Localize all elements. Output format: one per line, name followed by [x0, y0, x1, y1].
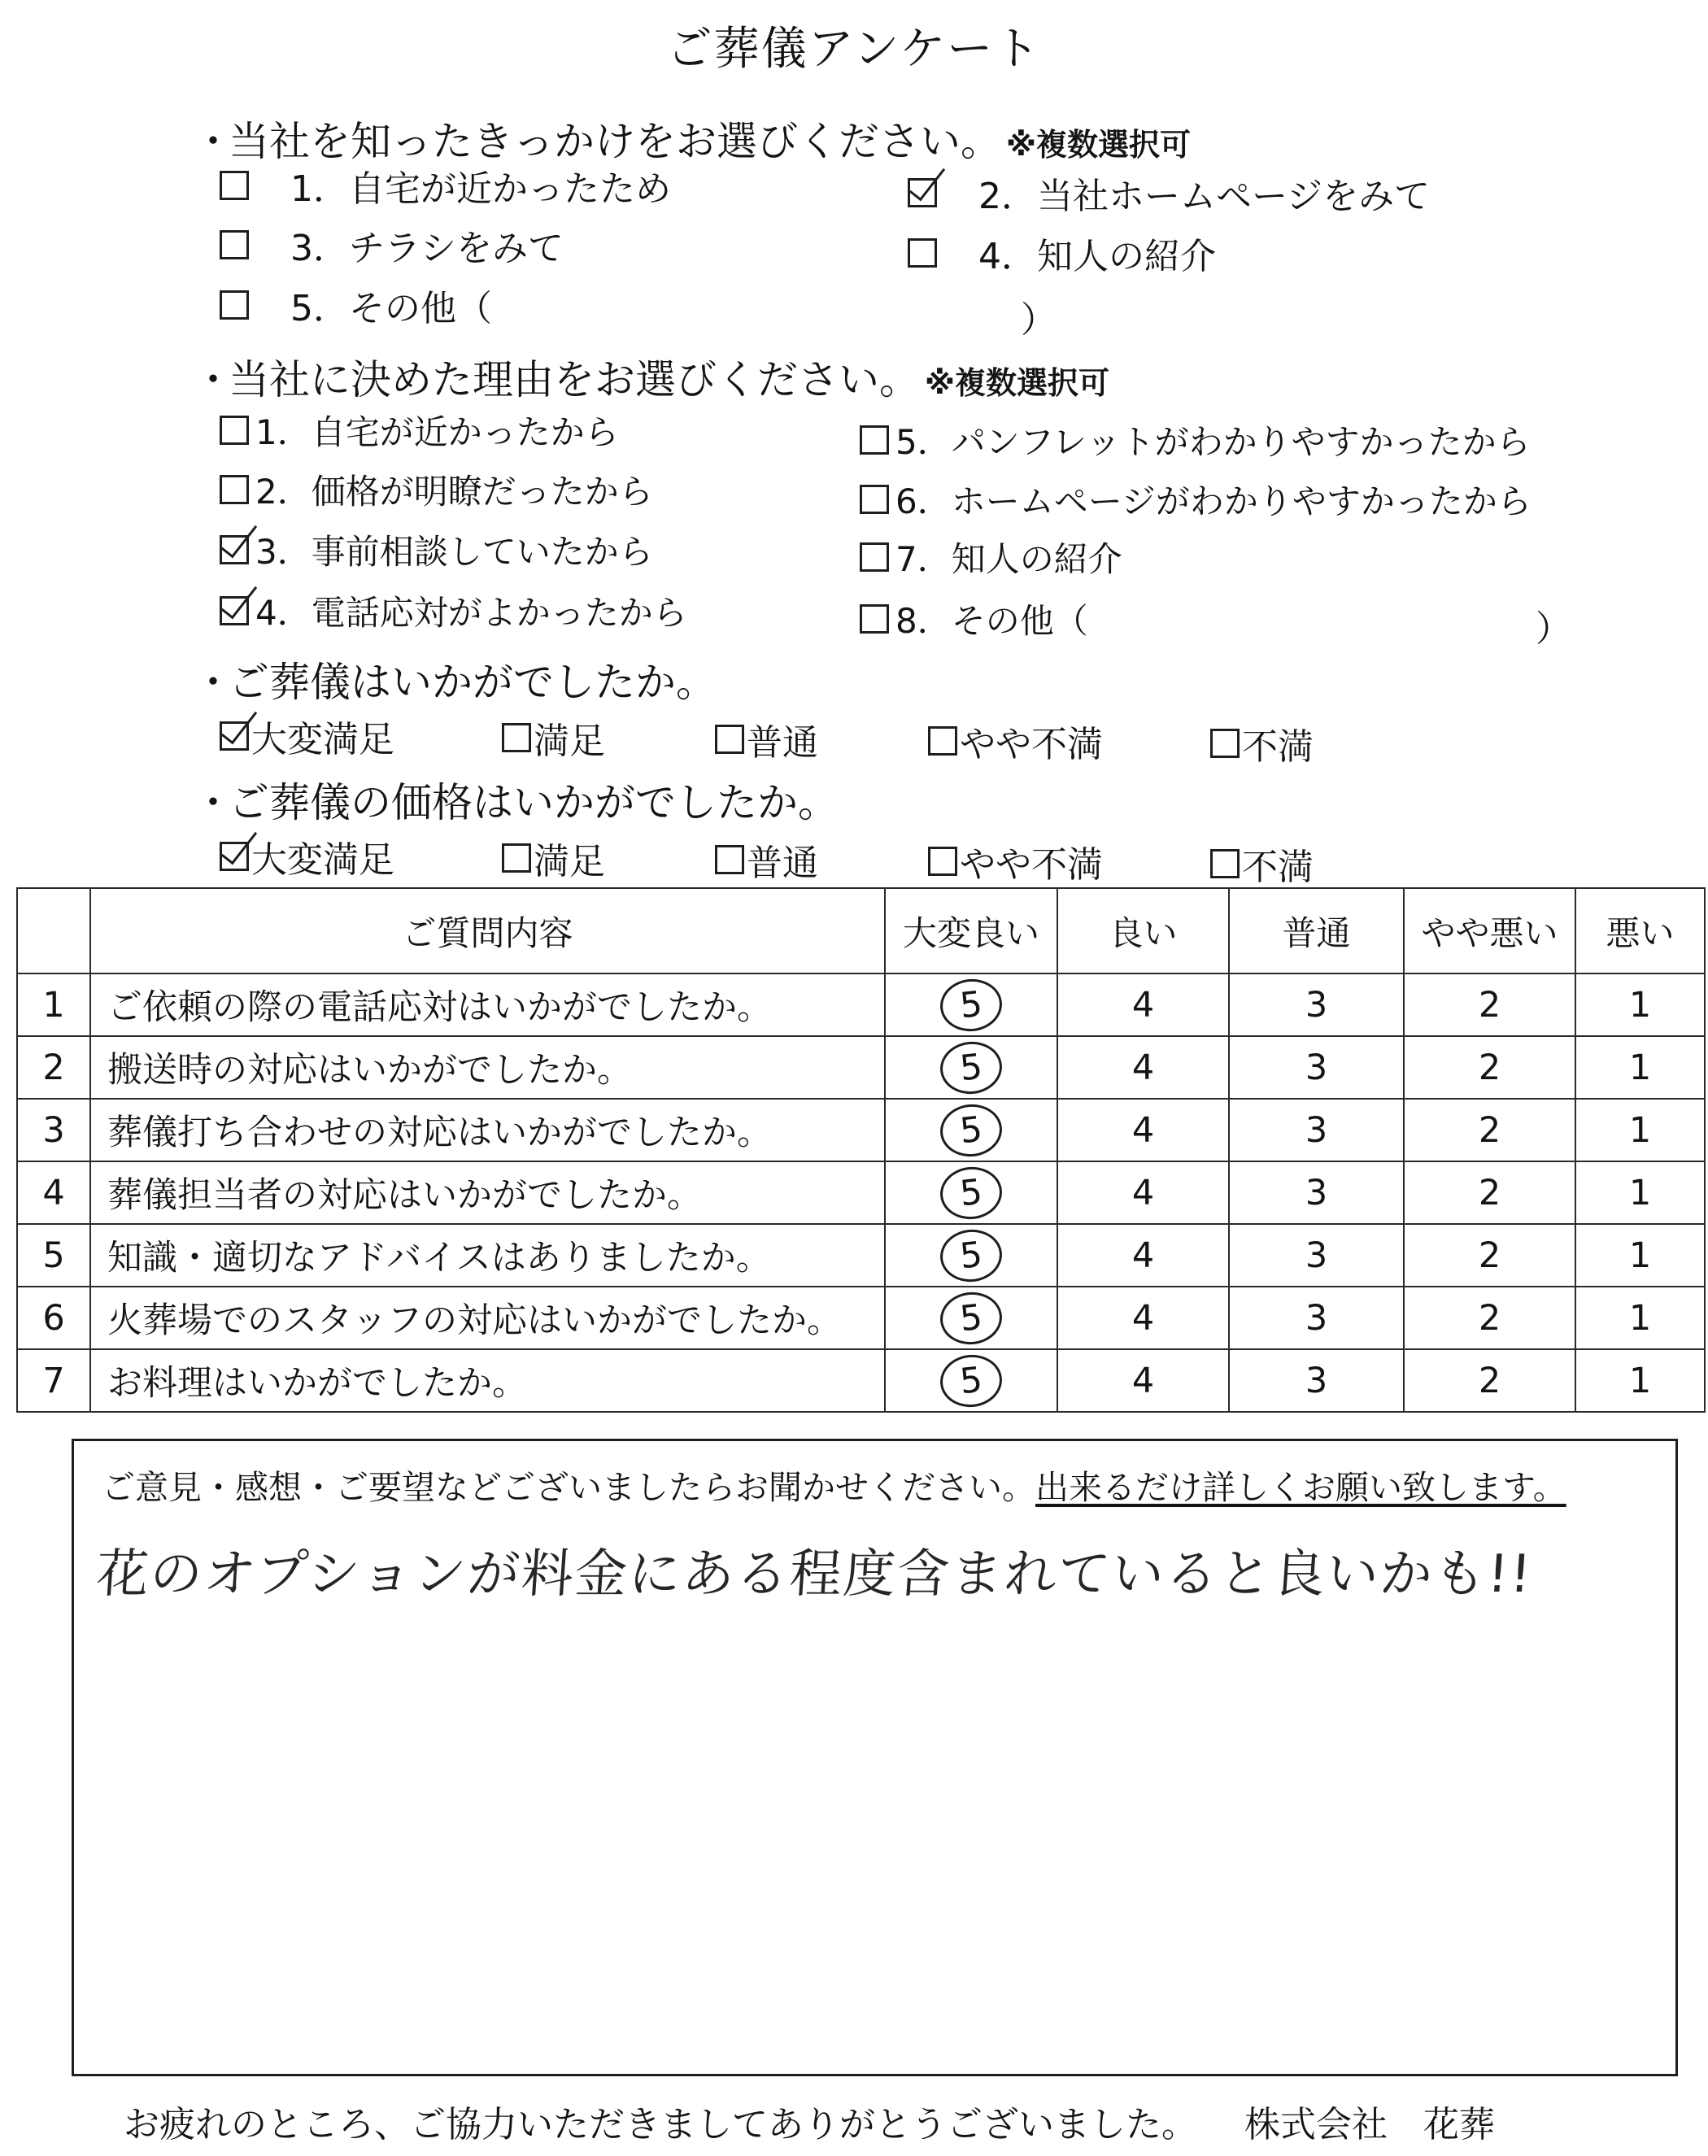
q2-heading-text: 当社に決めた理由をお選びください。: [229, 356, 920, 403]
checkbox[interactable]: [220, 290, 249, 320]
rating-value-circled: 5: [938, 1101, 1004, 1160]
rating-value: 1: [1628, 1297, 1652, 1339]
rating-value: 4: [1131, 984, 1155, 1026]
rating-value: 2: [1478, 1109, 1501, 1151]
rating-value-circled: 5: [938, 976, 1004, 1034]
checkbox[interactable]: [715, 845, 744, 874]
q1-option-4[interactable]: [908, 229, 1216, 277]
rating-value: 3: [1305, 1360, 1328, 1401]
q3-heading-text: ご葬儀はいかがでしたか。: [229, 659, 717, 706]
header-good: 良い: [1057, 888, 1229, 973]
rating-value: 3: [1305, 1109, 1328, 1151]
q2-other-close: ）: [1536, 608, 1571, 650]
option-label: 普通: [747, 722, 818, 764]
option-label: 3．チラシをみて: [290, 228, 564, 269]
q1-heading-text: 当社を知ったきっかけをお選びください。: [229, 118, 1001, 165]
rating-option-5[interactable]: [885, 973, 1057, 1036]
rating-value: 2: [1478, 1172, 1501, 1213]
checkbox[interactable]: [928, 726, 957, 756]
comment-prompt-emphasis: 出来るだけ詳しくお願い致します。: [1035, 1468, 1566, 1507]
checkbox[interactable]: [502, 843, 531, 873]
question-text: 葬儀担当者の対応はいかがでしたか。: [90, 1161, 885, 1224]
checkbox[interactable]: [928, 847, 957, 876]
row-number: 3: [17, 1099, 90, 1161]
rating-option-3[interactable]: [1229, 1161, 1404, 1224]
rating-option-2[interactable]: [1404, 1161, 1575, 1224]
option-label: 4．知人の紹介: [978, 236, 1216, 277]
rating-value: 4: [1131, 1172, 1155, 1213]
rating-option-4[interactable]: [1057, 1099, 1229, 1161]
rating-option-4[interactable]: [1057, 1161, 1229, 1224]
rating-value: 4: [1131, 1360, 1155, 1401]
rating-option-5[interactable]: [885, 1161, 1057, 1224]
q1-option-5[interactable]: [220, 281, 492, 329]
rating-option-2[interactable]: [1404, 1224, 1575, 1287]
row-number: 2: [17, 1036, 90, 1099]
rating-value: 2: [1478, 1047, 1501, 1088]
option-label: 満足: [534, 721, 605, 762]
option-label: やや不満: [960, 724, 1103, 765]
header-question: ご質問内容: [90, 888, 885, 973]
rating-value: 4: [1131, 1109, 1155, 1151]
header-very-good: 大変良い: [885, 888, 1057, 973]
q4-option-average[interactable]: [715, 835, 818, 884]
rating-option-2[interactable]: [1404, 1036, 1575, 1099]
header-somewhat-poor: やや悪い: [1404, 888, 1575, 973]
checkbox[interactable]: [220, 842, 249, 871]
rating-option-3[interactable]: [1229, 1224, 1404, 1287]
checkbox[interactable]: [220, 535, 249, 564]
rating-value-circled: 5: [938, 1039, 1004, 1097]
option-label: 普通: [747, 843, 818, 884]
bullet: ・: [193, 779, 233, 826]
option-label: 不満: [1242, 726, 1314, 768]
q2-heading: [193, 347, 1109, 406]
q1-option-3[interactable]: [220, 220, 564, 269]
q2-option-2[interactable]: [220, 465, 653, 514]
rating-option-5[interactable]: [885, 1036, 1057, 1099]
rating-value-circled: 5: [938, 1164, 1004, 1222]
rating-value: 1: [1628, 1047, 1652, 1088]
row-number: 5: [17, 1224, 90, 1287]
rating-option-5[interactable]: [885, 1349, 1057, 1412]
rating-option-1[interactable]: [1575, 973, 1705, 1036]
question-text: お料理はいかがでしたか。: [90, 1349, 885, 1412]
checkbox[interactable]: [908, 178, 937, 207]
q2-option-1[interactable]: [220, 406, 619, 455]
rating-option-2[interactable]: [1404, 1287, 1575, 1349]
table-row: [17, 1036, 1705, 1099]
checkbox[interactable]: [220, 416, 249, 445]
rating-value: 4: [1131, 1047, 1155, 1088]
option-label: 不満: [1242, 847, 1314, 888]
option-label: 3．事前相談していたから: [255, 532, 653, 572]
rating-option-3[interactable]: [1229, 1287, 1404, 1349]
rating-option-5[interactable]: [885, 1224, 1057, 1287]
option-label: 2．当社ホームページをみて: [978, 176, 1431, 217]
page-title: ご葬儀アンケート: [666, 23, 1042, 76]
rating-value-circled: 5: [938, 1226, 1004, 1285]
option-label: 満足: [534, 841, 605, 882]
question-text: 搬送時の対応はいかがでしたか。: [90, 1036, 885, 1099]
q2-option-7[interactable]: [860, 533, 1122, 581]
checkbox[interactable]: [860, 604, 889, 634]
q1-option-2[interactable]: [908, 168, 1430, 217]
rating-value: 3: [1305, 1235, 1328, 1276]
rating-option-4[interactable]: [1057, 1224, 1229, 1287]
table-header-row: [17, 888, 1705, 973]
rating-option-1[interactable]: [1575, 1224, 1705, 1287]
rating-option-2[interactable]: [1404, 1099, 1575, 1161]
checkbox[interactable]: [220, 230, 249, 259]
rating-option-3[interactable]: [1229, 973, 1404, 1036]
q4-option-somewhat-dissatisfied[interactable]: [928, 837, 1103, 886]
checkbox[interactable]: [860, 425, 889, 455]
row-number: 1: [17, 973, 90, 1036]
option-label: 5．その他（: [290, 288, 492, 329]
rating-option-5[interactable]: [885, 1287, 1057, 1349]
rating-option-2[interactable]: [1404, 973, 1575, 1036]
table-row: [17, 973, 1705, 1036]
option-label: 1．自宅が近かったから: [255, 412, 619, 452]
q4-heading-text: ご葬儀の価格はいかがでしたか。: [229, 779, 839, 826]
q2-option-5[interactable]: [860, 416, 1531, 464]
checkbox[interactable]: [1210, 729, 1240, 758]
header-poor: 悪い: [1575, 888, 1705, 973]
rating-option-4[interactable]: [1057, 1349, 1229, 1412]
rating-value: 3: [1305, 1172, 1328, 1213]
footer-thanks: お疲れのところ、ご協力いただきましてありがとうございました。: [124, 2104, 1197, 2145]
rating-option-1[interactable]: [1575, 1349, 1705, 1412]
rating-value: 3: [1305, 1297, 1328, 1339]
row-number: 4: [17, 1161, 90, 1224]
bullet: ・: [193, 118, 233, 165]
rating-option-4[interactable]: [1057, 1036, 1229, 1099]
q3-option-average[interactable]: [715, 715, 818, 764]
option-label: 6．ホームページがわかりやすかったから: [895, 481, 1532, 521]
option-label: 7．知人の紹介: [895, 539, 1122, 579]
q3-option-dissatisfied[interactable]: [1210, 719, 1314, 768]
rating-value: 2: [1478, 984, 1501, 1026]
rating-option-3[interactable]: [1229, 1099, 1404, 1161]
table-row: [17, 1224, 1705, 1287]
checkbox[interactable]: [220, 596, 249, 625]
option-label: 1．自宅が近かったため: [290, 168, 671, 210]
option-label: 8．その他（: [895, 601, 1088, 641]
q2-option-8[interactable]: [860, 595, 1088, 643]
q3-option-very-satisfied[interactable]: [220, 712, 394, 760]
q4-option-satisfied[interactable]: [502, 834, 605, 882]
table-row: [17, 1287, 1705, 1349]
rating-value: 1: [1628, 1172, 1652, 1213]
question-text: 知識・適切なアドバイスはありましたか。: [90, 1224, 885, 1287]
rating-value: 2: [1478, 1360, 1501, 1401]
q1-note: ※複数選択可: [1006, 127, 1191, 163]
rating-value: 1: [1628, 1360, 1652, 1401]
rating-value: 1: [1628, 1109, 1652, 1151]
rating-table: [16, 887, 1706, 1413]
rating-option-1[interactable]: [1575, 1099, 1705, 1161]
q2-note: ※複数選択可: [925, 365, 1109, 401]
checkbox[interactable]: [908, 238, 937, 268]
q4-option-very-satisfied[interactable]: [220, 832, 394, 881]
option-label: 2．価格が明瞭だったから: [255, 472, 653, 512]
rating-option-4[interactable]: [1057, 973, 1229, 1036]
checkbox[interactable]: [220, 721, 249, 751]
row-number: 6: [17, 1287, 90, 1349]
checkbox[interactable]: [1210, 849, 1240, 878]
table-row: [17, 1099, 1705, 1161]
rating-value: 2: [1478, 1235, 1501, 1276]
table-row: [17, 1161, 1705, 1224]
rating-value-circled: 5: [938, 1289, 1004, 1348]
q2-option-3[interactable]: [220, 525, 653, 574]
bullet: ・: [193, 356, 233, 403]
checkbox[interactable]: [860, 485, 889, 514]
table-body: [17, 973, 1705, 1412]
option-label: やや不満: [960, 844, 1103, 886]
q1-other-close: ）: [1021, 299, 1057, 341]
comment-prompt: [102, 1461, 1566, 1509]
q2-option-4[interactable]: [220, 586, 687, 635]
option-label: 5．パンフレットがわかりやすかったから: [895, 422, 1531, 462]
comment-box[interactable]: [72, 1439, 1678, 2076]
header-number: [17, 888, 90, 973]
comment-prompt-text: ご意見・感想・ご要望などございましたらお聞かせください。: [102, 1468, 1035, 1507]
bullet: ・: [193, 659, 233, 706]
checkbox[interactable]: [715, 725, 744, 754]
question-text: ご依頼の際の電話応対はいかがでしたか。: [90, 973, 885, 1036]
footer-company: 株式会社 花葬: [1244, 2104, 1495, 2145]
rating-value: 1: [1628, 984, 1652, 1026]
q1-option-1[interactable]: [220, 161, 671, 210]
rating-option-1[interactable]: [1575, 1161, 1705, 1224]
rating-value: 3: [1305, 1047, 1328, 1088]
q4-heading: [193, 770, 839, 829]
rating-value: 1: [1628, 1235, 1652, 1276]
q3-heading: [193, 650, 717, 708]
rating-value: 4: [1131, 1297, 1155, 1339]
q2-option-6[interactable]: [860, 475, 1532, 524]
option-label: 大変満足: [251, 719, 394, 760]
checkbox[interactable]: [502, 723, 531, 752]
table-row: [17, 1349, 1705, 1412]
rating-value: 2: [1478, 1297, 1501, 1339]
checkbox[interactable]: [220, 475, 249, 504]
q4-option-dissatisfied[interactable]: [1210, 839, 1314, 888]
rating-value: 3: [1305, 984, 1328, 1026]
checkbox[interactable]: [220, 171, 249, 200]
q3-option-satisfied[interactable]: [502, 713, 605, 762]
rating-option-2[interactable]: [1404, 1349, 1575, 1412]
rating-option-1[interactable]: [1575, 1287, 1705, 1349]
handwritten-comment: 花のオプションが料金にある程度含まれていると良いかも!!: [94, 1544, 1535, 1605]
header-average: 普通: [1229, 888, 1404, 973]
checkbox[interactable]: [860, 542, 889, 572]
rating-value-circled: 5: [938, 1352, 1004, 1410]
rating-option-3[interactable]: [1229, 1036, 1404, 1099]
option-label: 4．電話応対がよかったから: [255, 593, 687, 633]
rating-option-1[interactable]: [1575, 1036, 1705, 1099]
rating-option-5[interactable]: [885, 1099, 1057, 1161]
rating-option-3[interactable]: [1229, 1349, 1404, 1412]
q3-option-somewhat-dissatisfied[interactable]: [928, 716, 1103, 765]
question-text: 葬儀打ち合わせの対応はいかがでしたか。: [90, 1099, 885, 1161]
option-label: 大変満足: [251, 839, 394, 881]
rating-option-4[interactable]: [1057, 1287, 1229, 1349]
rating-value: 4: [1131, 1235, 1155, 1276]
question-text: 火葬場でのスタッフの対応はいかがでしたか。: [90, 1287, 885, 1349]
row-number: 7: [17, 1349, 90, 1412]
